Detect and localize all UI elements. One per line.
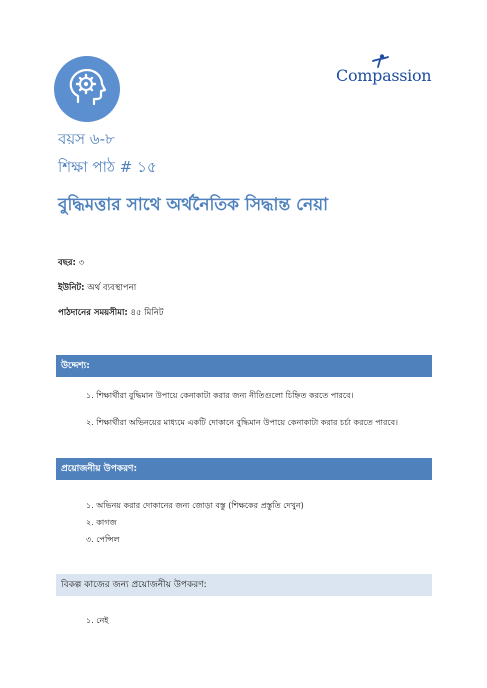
meta-time-label: পাঠদানের সময়সীমা: (58, 308, 128, 318)
objective-item: ২. শিক্ষার্থীরা অভিনয়ের মাধ্যমে একটি দোকানে বুদ্ধিমান উপায়ে কেনাকাটা করার চর্চা করতে পারবে। (86, 418, 398, 427)
meta-time-value: ৪৫ মিনিট (127, 308, 164, 318)
material-item: ৩. পেন্সিল (86, 535, 120, 544)
objectives-heading: উদ্দেশ্য: (56, 355, 432, 377)
meta-unit-label: ইউনিট: (58, 283, 85, 293)
head-gear-icon (54, 56, 120, 122)
page-title: বুদ্ধিমত্তার সাথে অর্থনৈতিক সিদ্ধান্ত নেয়া (58, 195, 329, 215)
meta-year-value: ৩ (75, 258, 85, 268)
lesson-label: শিক্ষা পাঠ # ১৫ (58, 158, 157, 176)
meta-year (58, 256, 84, 270)
material-item: ১. অভিনয় করার দোকানের জন্য জোড়া বস্তু (শিক্ষকের প্রস্তুতি দেখুন) (86, 501, 304, 510)
alternative-materials-heading: বিকল্প কাজের জন্য প্রয়োজনীয় উপকরণ: (56, 574, 432, 596)
meta-unit-value: অর্থ ব্যবস্থাপনা (84, 283, 137, 293)
logo-text: Compassion (336, 66, 432, 85)
objective-item: ১. শিক্ষার্থীরা বুদ্ধিমান উপায়ে কেনাকাটা করার জন্য নীতিগুলো চিহ্নিত করতে পারবে। (86, 391, 354, 400)
meta-year-label: বছর: (58, 258, 76, 268)
compassion-logo (336, 54, 436, 88)
meta-time (58, 306, 164, 320)
meta-unit (58, 281, 136, 295)
age-label: বয়স ৬-৮ (58, 130, 115, 148)
material-item: ২. কাগজ (86, 518, 117, 527)
alternative-material-item: ১. নেই (86, 616, 109, 625)
materials-heading: প্রয়োজনীয় উপকরণ: (56, 458, 432, 480)
